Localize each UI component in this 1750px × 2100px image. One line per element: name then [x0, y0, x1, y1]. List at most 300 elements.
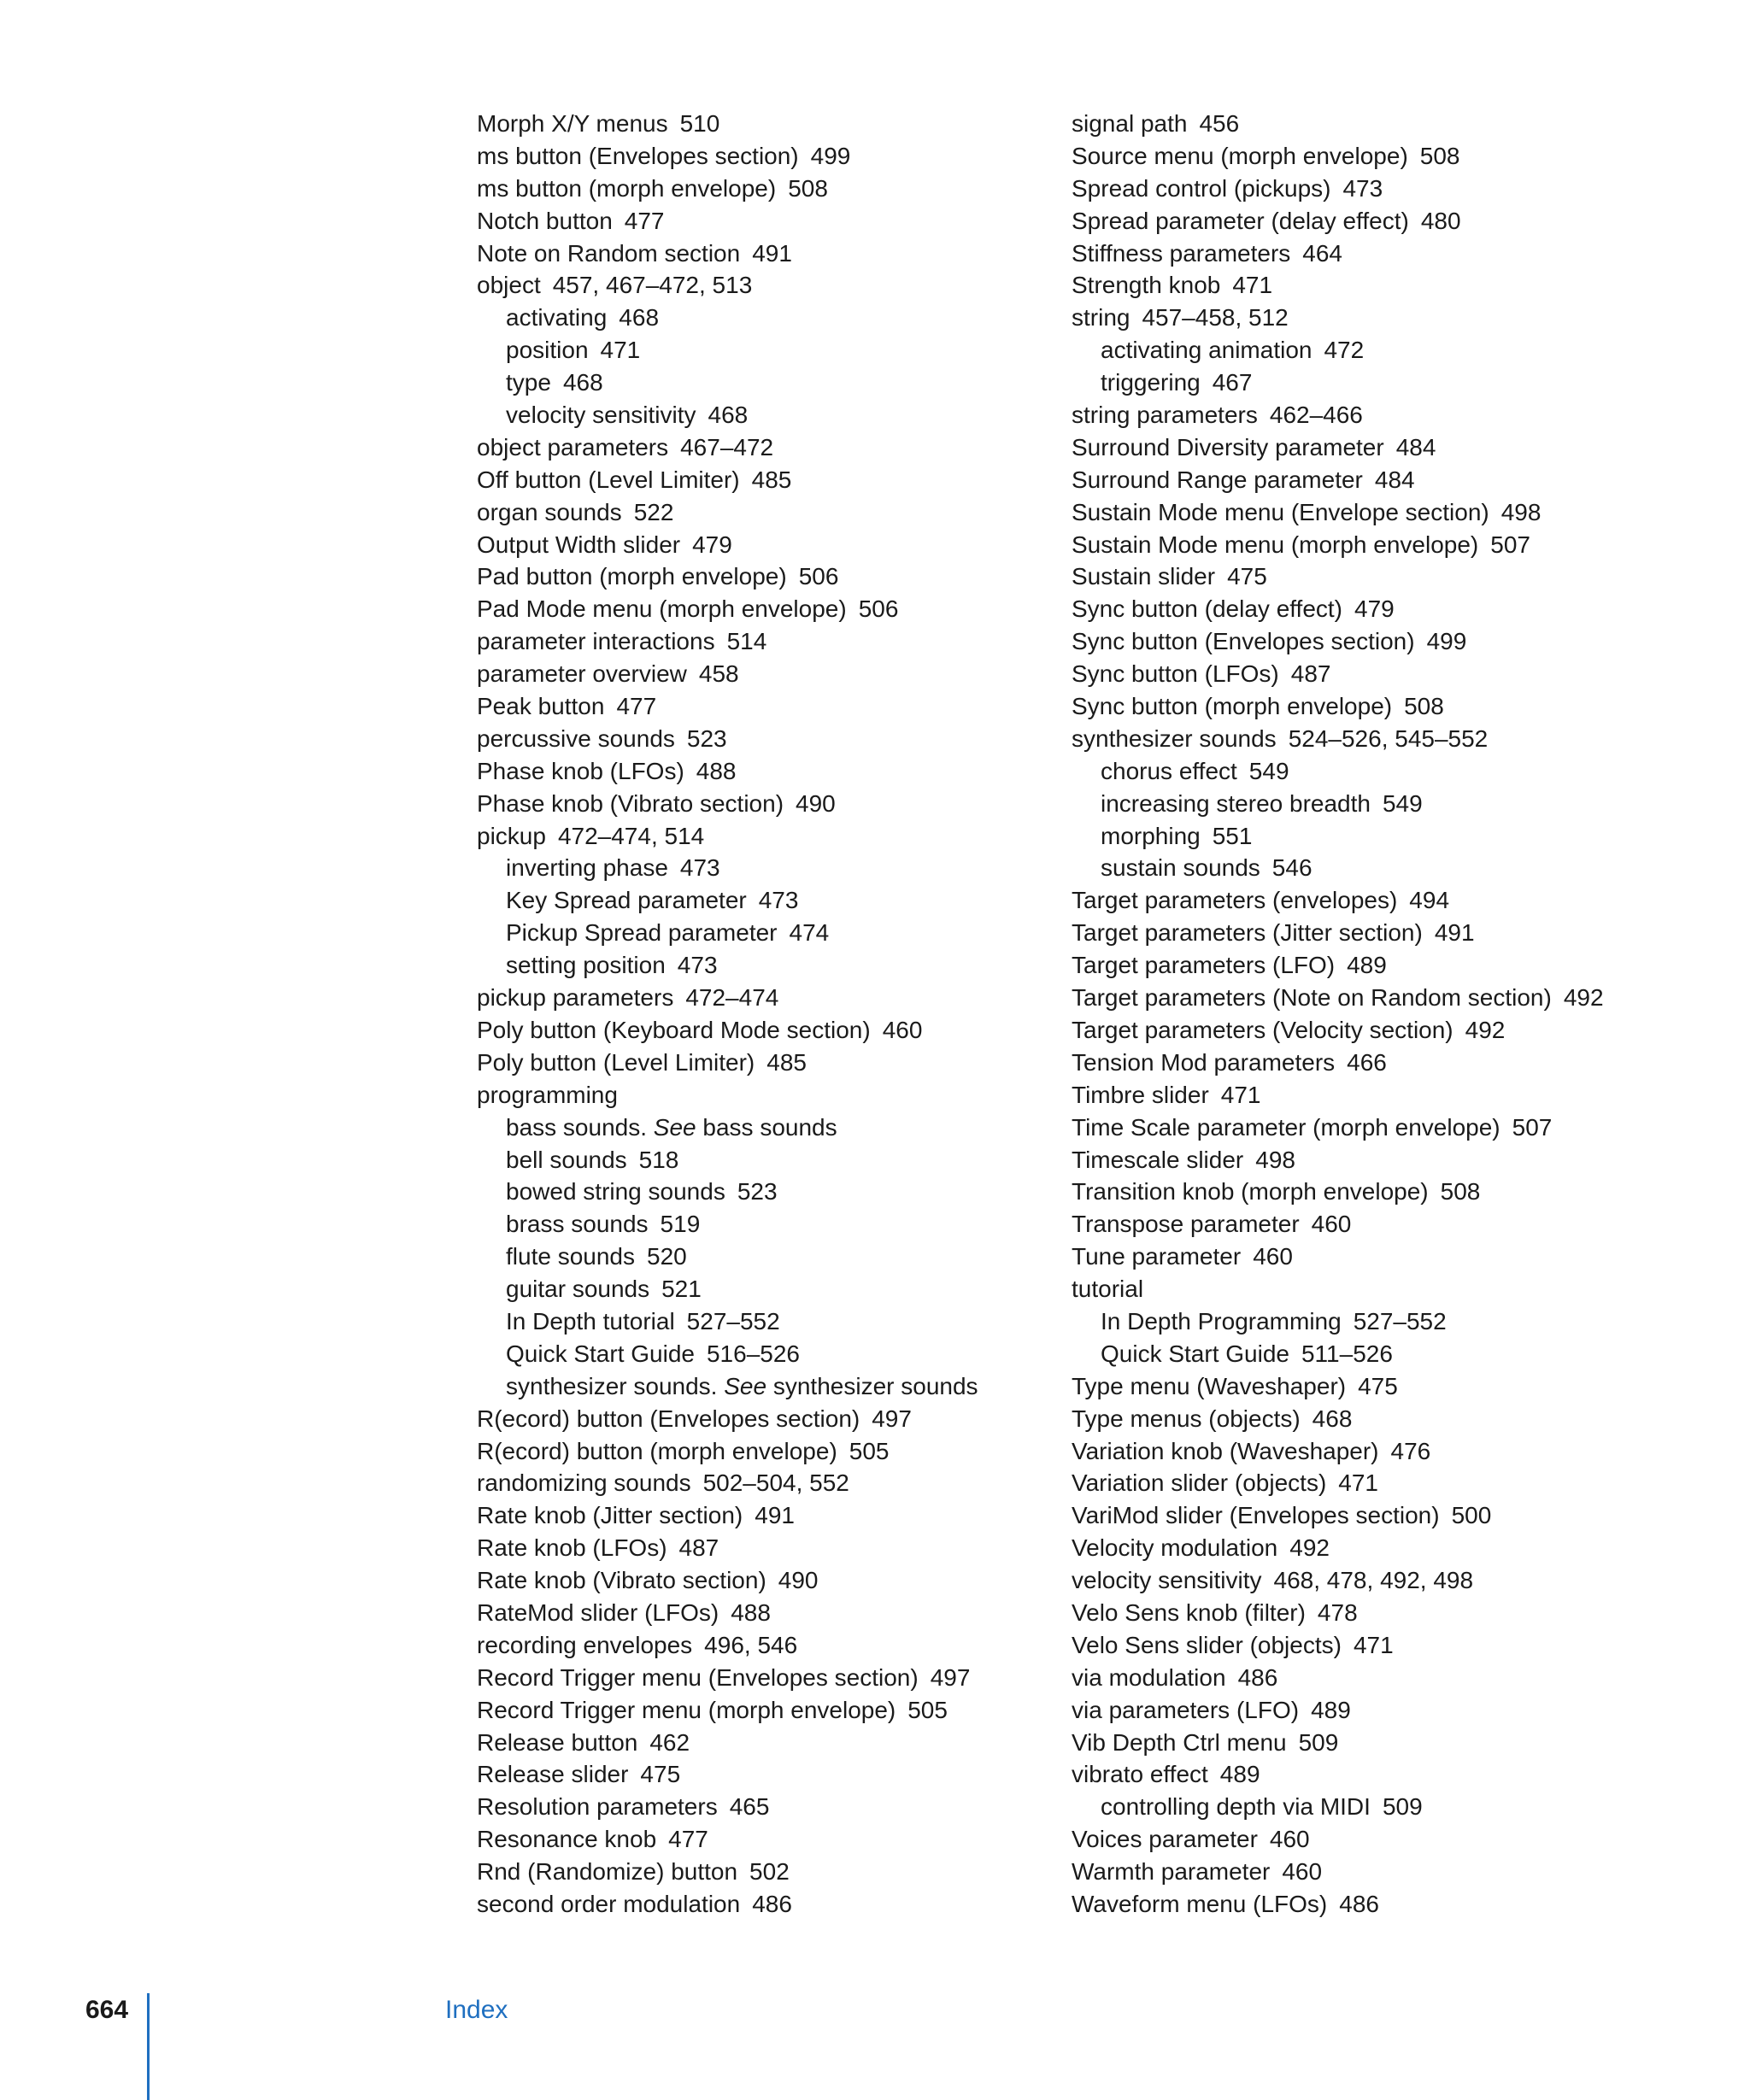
index-term: Target parameters (Jitter section)	[1072, 919, 1423, 947]
index-subentry	[477, 1176, 1024, 1208]
page-reference: 471	[600, 337, 641, 364]
page-reference: 487	[678, 1534, 719, 1562]
index-term: Velocity modulation	[1072, 1534, 1278, 1562]
index-term: Rnd (Randomize) button	[477, 1858, 738, 1886]
page-reference: 476	[1390, 1437, 1431, 1464]
index-term: string	[1072, 304, 1130, 331]
index-term: Rate knob (Jitter section)	[477, 1502, 743, 1529]
index-entry	[477, 431, 1024, 464]
page-reference: 508	[1440, 1178, 1481, 1205]
index-subentry	[1072, 820, 1738, 853]
index-term: Sync button (delay effect)	[1072, 595, 1342, 623]
index-entry	[477, 1662, 1024, 1694]
index-term: inverting phase	[506, 854, 668, 882]
see-reference-target: bass sounds	[702, 1113, 837, 1141]
page-reference: 472–474	[685, 984, 779, 1012]
index-entry	[477, 108, 1024, 140]
index-subentry	[477, 1112, 1024, 1144]
index-entry	[1072, 1694, 1738, 1727]
index-entry	[1072, 690, 1738, 723]
index-term: via parameters (LFO)	[1072, 1696, 1300, 1723]
index-term: Peak button	[477, 693, 605, 720]
index-entry	[477, 1694, 1024, 1727]
index-term: Poly button (Keyboard Mode section)	[477, 1016, 871, 1043]
page-reference: 485	[751, 466, 792, 493]
page-reference: 509	[1382, 1793, 1423, 1821]
index-term: Morph X/Y menus	[477, 110, 668, 137]
index-term: Stiffness parameters	[1072, 239, 1291, 267]
index-entry	[1072, 1403, 1738, 1435]
page-reference: 491	[755, 1502, 795, 1529]
index-term: Sustain slider	[1072, 563, 1216, 590]
index-term: In Depth Programming	[1101, 1307, 1342, 1334]
index-entry	[477, 723, 1024, 755]
page-reference: 523	[686, 724, 727, 752]
index-subentry	[1072, 367, 1738, 399]
index-entry	[477, 690, 1024, 723]
index-entry	[1072, 1467, 1738, 1499]
index-entry	[1072, 884, 1738, 917]
page-reference: 479	[1354, 595, 1395, 623]
index-entry	[1072, 1532, 1738, 1564]
index-entry	[477, 1564, 1024, 1597]
index-term: Quick Start Guide	[506, 1340, 695, 1367]
index-term: Type menu (Waveshaper)	[1072, 1372, 1347, 1399]
page-reference: 473	[1342, 174, 1383, 202]
index-term: parameter interactions	[477, 628, 715, 655]
index-subentry	[477, 1241, 1024, 1273]
page-reference: 488	[696, 757, 737, 784]
index-term: velocity sensitivity	[506, 402, 696, 429]
index-entry	[477, 1597, 1024, 1629]
index-term: Target parameters (LFO)	[1072, 952, 1336, 979]
index-term: Resonance knob	[477, 1826, 657, 1853]
index-term: Waveform menu (LFOs)	[1072, 1890, 1328, 1917]
index-subentry	[477, 1305, 1024, 1338]
index-entry	[477, 982, 1024, 1014]
page-reference: 473	[679, 854, 720, 882]
index-entry	[477, 788, 1024, 820]
page-reference: 484	[1395, 433, 1436, 460]
index-entry	[477, 1435, 1024, 1468]
index-subentry	[1072, 1338, 1738, 1370]
index-entry	[1072, 1662, 1738, 1694]
index-term: Off button (Level Limiter)	[477, 466, 740, 493]
index-term: Vib Depth Ctrl menu	[1072, 1728, 1287, 1756]
index-term: Release button	[477, 1728, 638, 1756]
index-term: Timbre slider	[1072, 1081, 1209, 1108]
page-reference: 497	[872, 1405, 912, 1432]
index-subentry	[477, 399, 1024, 431]
index-term: Sustain Mode menu (Envelope section)	[1072, 498, 1489, 525]
page-reference: 508	[1404, 693, 1444, 720]
page-reference: 462–466	[1269, 402, 1363, 429]
index-entry	[477, 755, 1024, 788]
index-entry	[1072, 269, 1738, 302]
see-reference-target: synthesizer sounds	[772, 1372, 978, 1399]
index-subentry	[1072, 1305, 1738, 1338]
page-reference: 509	[1298, 1728, 1339, 1756]
page-reference: 462	[649, 1728, 690, 1756]
page-reference: 500	[1451, 1502, 1492, 1529]
index-entry	[477, 1532, 1024, 1564]
index-term: object parameters	[477, 433, 669, 460]
index-term: Key Spread parameter	[506, 887, 747, 914]
index-entry	[1072, 1499, 1738, 1532]
page-reference: 487	[1290, 660, 1331, 688]
page-reference: 491	[752, 239, 792, 267]
index-subentry	[477, 1144, 1024, 1176]
index-term: Phase knob (LFOs)	[477, 757, 684, 784]
page-reference: 471	[1338, 1469, 1378, 1497]
index-entry	[477, 1014, 1024, 1047]
index-term: Target parameters (envelopes)	[1072, 887, 1398, 914]
page-reference: 466	[1347, 1048, 1387, 1076]
index-entry	[477, 625, 1024, 658]
index-term: Record Trigger menu (morph envelope)	[477, 1696, 896, 1723]
page-reference: 464	[1302, 239, 1342, 267]
page-reference: 549	[1382, 789, 1423, 817]
page-reference: 471	[1220, 1081, 1261, 1108]
index-term: Sync button (morph envelope)	[1072, 693, 1393, 720]
page-reference: 467	[1212, 369, 1253, 396]
index-subentry	[477, 852, 1024, 884]
index-term: bass sounds.	[506, 1113, 647, 1141]
index-entry	[477, 1823, 1024, 1856]
index-term: type	[506, 369, 551, 396]
page-reference: 479	[692, 531, 732, 558]
index-term: percussive sounds	[477, 724, 675, 752]
index-term: Resolution parameters	[477, 1793, 718, 1821]
index-entry	[1072, 140, 1738, 173]
page-reference: 499	[810, 142, 851, 169]
page-reference: 486	[752, 1890, 792, 1917]
index-term: Pad Mode menu (morph envelope)	[477, 595, 847, 623]
page-reference: 523	[737, 1178, 778, 1205]
page-reference: 490	[796, 789, 836, 817]
page-reference: 518	[638, 1146, 679, 1173]
index-entry	[1072, 1823, 1738, 1856]
page-reference: 467–472	[680, 433, 774, 460]
index-entry	[477, 593, 1024, 625]
page-reference: 472–474, 514	[557, 822, 705, 849]
index-entry	[477, 529, 1024, 561]
page-reference: 478	[1317, 1598, 1358, 1626]
page-reference: 492	[1563, 984, 1604, 1012]
page-reference: 507	[1512, 1113, 1553, 1141]
index-subentry	[477, 367, 1024, 399]
index-term: ms button (morph envelope)	[477, 174, 777, 202]
page-reference: 457–458, 512	[1142, 304, 1289, 331]
index-term: morphing	[1101, 822, 1201, 849]
index-entry	[477, 1079, 1024, 1112]
index-column-left	[477, 108, 1024, 1921]
page-reference: 486	[1339, 1890, 1379, 1917]
index-term: brass sounds	[506, 1211, 649, 1238]
page-reference: 460	[1269, 1826, 1310, 1853]
page-reference: 477	[624, 207, 665, 234]
index-term: chorus effect	[1101, 757, 1237, 784]
index-subentry	[1072, 852, 1738, 884]
page-reference: 480	[1420, 207, 1461, 234]
index-entry	[1072, 1597, 1738, 1629]
page-reference: 514	[726, 628, 767, 655]
index-subentry	[477, 302, 1024, 334]
index-entry	[1072, 658, 1738, 690]
index-term: Sync button (Envelopes section)	[1072, 628, 1415, 655]
index-entry	[477, 173, 1024, 205]
page-reference: 499	[1426, 628, 1467, 655]
index-entry	[1072, 1047, 1738, 1079]
section-title: Index	[445, 1996, 508, 2024]
index-term: setting position	[506, 952, 666, 979]
index-entry	[1072, 1014, 1738, 1047]
index-term: Sync button (LFOs)	[1072, 660, 1279, 688]
page-reference: 516–526	[706, 1340, 800, 1367]
index-entry	[1072, 108, 1738, 140]
page-reference: 475	[1227, 563, 1267, 590]
index-term: Variation slider (objects)	[1072, 1469, 1327, 1497]
page-reference: 460	[882, 1016, 923, 1043]
index-subentry	[477, 949, 1024, 982]
index-entry	[1072, 1888, 1738, 1921]
page-reference: 468	[708, 402, 749, 429]
page-reference: 468	[619, 304, 660, 331]
index-entry	[477, 1403, 1024, 1435]
page-reference: 460	[1253, 1243, 1293, 1270]
index-term: In Depth tutorial	[506, 1307, 675, 1334]
index-term: parameter overview	[477, 660, 687, 688]
index-term: Transpose parameter	[1072, 1211, 1300, 1238]
index-term: R(ecord) button (Envelopes section)	[477, 1405, 860, 1432]
index-term: string parameters	[1072, 402, 1258, 429]
page-reference: 505	[907, 1696, 948, 1723]
index-entry	[477, 1856, 1024, 1888]
index-entry	[1072, 1727, 1738, 1759]
page-reference: 475	[1358, 1372, 1398, 1399]
index-entry	[1072, 1856, 1738, 1888]
index-term: Target parameters (Velocity section)	[1072, 1016, 1453, 1043]
index-subentry	[1072, 788, 1738, 820]
page-reference: 460	[1311, 1211, 1352, 1238]
index-subentry	[1072, 755, 1738, 788]
index-entry	[1072, 205, 1738, 238]
page-reference: 471	[1232, 272, 1273, 299]
index-entry	[1072, 173, 1738, 205]
index-term: Time Scale parameter (morph envelope)	[1072, 1113, 1500, 1141]
page-reference: 468	[562, 369, 603, 396]
index-term: Timescale slider	[1072, 1146, 1244, 1173]
index-term: Spread control (pickups)	[1072, 174, 1331, 202]
index-term: Velo Sens knob (filter)	[1072, 1598, 1306, 1626]
page-reference: 471	[1353, 1631, 1394, 1658]
index-term: Target parameters (Note on Random section)	[1072, 984, 1552, 1012]
index-entry	[477, 1629, 1024, 1662]
page-reference: 498	[1255, 1146, 1295, 1173]
index-term: Warmth parameter	[1072, 1858, 1271, 1886]
index-term: Type menus (objects)	[1072, 1405, 1301, 1432]
page-reference: 465	[729, 1793, 770, 1821]
index-entry	[477, 1499, 1024, 1532]
page-reference: 492	[1465, 1016, 1506, 1043]
index-term: Transition knob (morph envelope)	[1072, 1178, 1429, 1205]
page-reference: 519	[660, 1211, 701, 1238]
index-subentry	[477, 334, 1024, 367]
index-entry	[1072, 917, 1738, 949]
index-term: triggering	[1101, 369, 1201, 396]
page-reference: 527–552	[1353, 1307, 1447, 1334]
page-reference: 486	[1237, 1663, 1278, 1691]
index-entry	[1072, 529, 1738, 561]
index-subentry	[1072, 334, 1738, 367]
index-entry	[477, 1047, 1024, 1079]
index-term: via modulation	[1072, 1663, 1226, 1691]
see-reference-label: See	[724, 1372, 767, 1399]
index-entry	[477, 464, 1024, 496]
index-entry	[477, 269, 1024, 302]
index-column-right	[1072, 108, 1738, 1921]
index-term: synthesizer sounds.	[506, 1372, 718, 1399]
index-entry	[1072, 496, 1738, 529]
index-term: RateMod slider (LFOs)	[477, 1598, 719, 1626]
index-entry	[477, 140, 1024, 173]
index-entry	[1072, 1758, 1738, 1791]
page-reference: 484	[1374, 466, 1415, 493]
index-entry	[477, 1727, 1024, 1759]
index-term: object	[477, 272, 541, 299]
page-reference: 477	[616, 693, 657, 720]
page-reference: 505	[849, 1437, 890, 1464]
index-term: randomizing sounds	[477, 1469, 691, 1497]
index-term: bowed string sounds	[506, 1178, 725, 1205]
index-term: flute sounds	[506, 1243, 635, 1270]
index-entry	[1072, 1629, 1738, 1662]
index-term: increasing stereo breadth	[1101, 789, 1371, 817]
page-reference: 458	[698, 660, 739, 688]
page-reference: 472	[1324, 337, 1365, 364]
page-reference: 511–526	[1301, 1340, 1393, 1367]
index-entry	[477, 238, 1024, 270]
index-term: Tension Mod parameters	[1072, 1048, 1336, 1076]
page-reference: 488	[731, 1598, 771, 1626]
page-reference: 485	[766, 1048, 807, 1076]
index-term: sustain sounds	[1101, 854, 1260, 882]
page-reference: 510	[679, 110, 720, 137]
index-entry	[477, 1758, 1024, 1791]
index-entry	[1072, 399, 1738, 431]
page-reference: 489	[1311, 1696, 1351, 1723]
page-reference: 474	[789, 919, 830, 947]
index-term: controlling depth via MIDI	[1101, 1793, 1371, 1821]
index-entry	[1072, 949, 1738, 982]
page-reference: 524–526, 545–552	[1288, 724, 1489, 752]
page-reference: 551	[1212, 822, 1253, 849]
index-term: Notch button	[477, 207, 613, 234]
index-term: programming	[477, 1081, 618, 1108]
index-entry	[477, 1791, 1024, 1823]
page-reference: 475	[640, 1761, 681, 1788]
index-term: Sustain Mode menu (morph envelope)	[1072, 531, 1479, 558]
index-entry	[1072, 625, 1738, 658]
index-term: Pad button (morph envelope)	[477, 563, 787, 590]
index-term: Surround Range parameter	[1072, 466, 1363, 493]
index-entry	[477, 560, 1024, 593]
index-term: bell sounds	[506, 1146, 627, 1173]
index-term: recording envelopes	[477, 1631, 693, 1658]
index-term: tutorial	[1072, 1276, 1144, 1303]
page-reference: 527–552	[686, 1307, 780, 1334]
index-term: Spread parameter (delay effect)	[1072, 207, 1409, 234]
page-reference: 502	[749, 1858, 790, 1886]
page-reference: 468, 478, 492, 498	[1273, 1567, 1474, 1594]
index-entry	[1072, 238, 1738, 270]
index-term: signal path	[1072, 110, 1188, 137]
page-reference: 456	[1199, 110, 1240, 137]
page-reference: 492	[1289, 1534, 1330, 1562]
index-term: organ sounds	[477, 498, 622, 525]
index-entry	[1072, 1208, 1738, 1241]
index-subentry	[477, 1273, 1024, 1305]
index-subentry	[1072, 1791, 1738, 1823]
index-term: R(ecord) button (morph envelope)	[477, 1437, 837, 1464]
index-subentry	[477, 1208, 1024, 1241]
page-reference: 473	[677, 952, 718, 979]
index-term: Voices parameter	[1072, 1826, 1258, 1853]
index-entry	[1072, 1273, 1738, 1305]
index-entry	[1072, 1370, 1738, 1403]
index-term: position	[506, 337, 589, 364]
index-term: Pickup Spread parameter	[506, 919, 778, 947]
index-entry	[1072, 302, 1738, 334]
page-reference: 508	[788, 174, 828, 202]
page-reference: 497	[930, 1663, 971, 1691]
index-term: Variation knob (Waveshaper)	[1072, 1437, 1379, 1464]
page-reference: 489	[1219, 1761, 1260, 1788]
footer-divider	[147, 1993, 150, 2100]
page-reference: 521	[661, 1276, 702, 1303]
index-entry	[1072, 593, 1738, 625]
page-reference: 457, 467–472, 513	[552, 272, 753, 299]
page-reference: 502–504, 552	[702, 1469, 849, 1497]
index-term: Tune parameter	[1072, 1243, 1242, 1270]
index-term: Velo Sens slider (objects)	[1072, 1631, 1342, 1658]
page-reference: 477	[668, 1826, 708, 1853]
index-term: Surround Diversity parameter	[1072, 433, 1384, 460]
index-entry	[1072, 1435, 1738, 1468]
index-entry	[477, 496, 1024, 529]
index-term: Phase knob (Vibrato section)	[477, 789, 784, 817]
index-entry	[1072, 431, 1738, 464]
index-entry	[477, 658, 1024, 690]
page-reference: 494	[1409, 887, 1450, 914]
index-entry	[1072, 1564, 1738, 1597]
page-reference: 520	[647, 1243, 687, 1270]
index-entry	[1072, 560, 1738, 593]
index-term: activating animation	[1101, 337, 1312, 364]
index-term: guitar sounds	[506, 1276, 650, 1303]
page-reference: 473	[758, 887, 799, 914]
index-term: pickup	[477, 822, 546, 849]
index-entry	[1072, 1079, 1738, 1112]
index-subentry	[477, 917, 1024, 949]
page-reference: 506	[798, 563, 839, 590]
page-reference: 507	[1490, 531, 1530, 558]
index-subentry	[477, 884, 1024, 917]
page-reference: 490	[778, 1567, 819, 1594]
index-term: velocity sensitivity	[1072, 1567, 1262, 1594]
page-reference: 491	[1434, 919, 1475, 947]
index-term: synthesizer sounds	[1072, 724, 1277, 752]
